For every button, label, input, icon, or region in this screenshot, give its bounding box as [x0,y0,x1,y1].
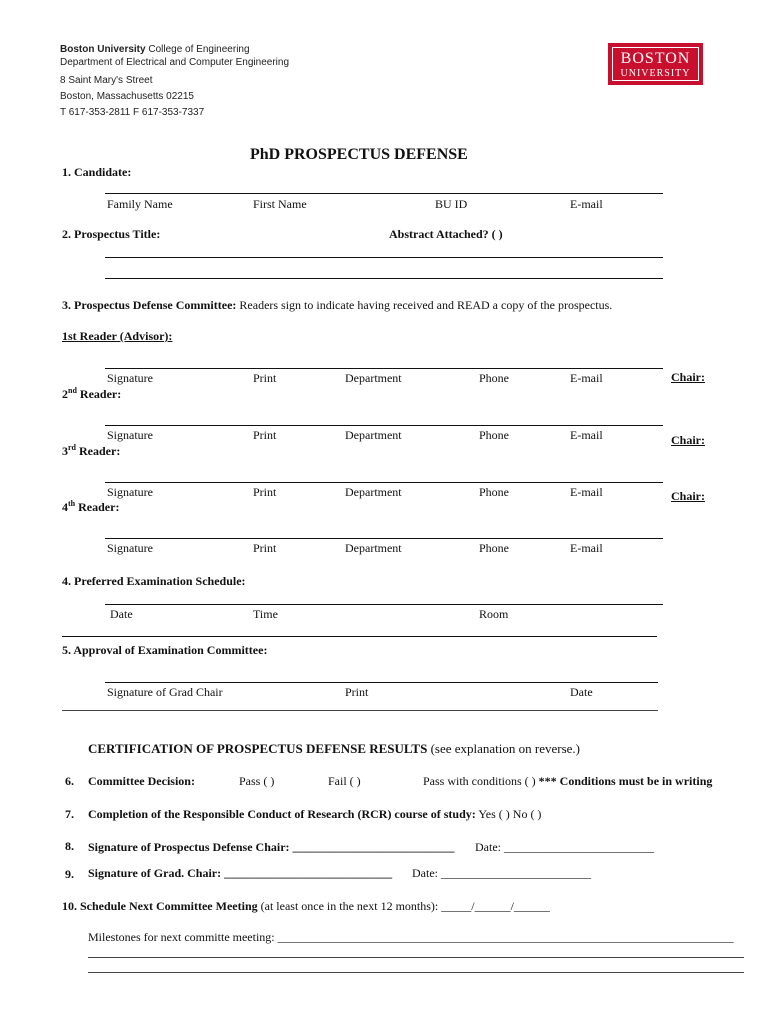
header-address: 8 Saint Mary's Street [60,75,153,86]
reader2-department-label: Department [345,428,402,442]
reader1-phone-label: Phone [479,371,509,385]
schedule-room-label: Room [479,607,509,621]
reader2-signature-label: Signature [107,428,153,442]
prospectus-title-line-2[interactable] [105,278,663,279]
boston-university-logo [608,43,703,85]
first-name-label: First Name [253,197,307,211]
header-line2: Department of Electrical and Computer Engineering [60,57,290,68]
header-city: Boston, Massachusetts 02215 [60,91,194,102]
reader4-signature-label: Signature [107,541,153,555]
reader1-department-label: Department [345,371,402,385]
header-line1: Boston University College of Engineering [60,44,250,55]
pass-option[interactable]: Pass ( ) [239,774,275,788]
reader4-line[interactable] [105,538,663,539]
schedule-date-label: Date [110,607,133,621]
grad-chair-signature-label: Signature of Grad Chair [107,685,223,699]
reader3-print-label: Print [253,485,277,499]
fail-option[interactable]: Fail ( ) [328,774,361,788]
reader3-phone-label: Phone [479,485,509,499]
reader1-chair-option[interactable]: Chair: [671,370,705,384]
first-reader-label: 1st Reader (Advisor): [62,329,173,343]
abstract-attached[interactable]: Abstract Attached? ( ) [389,227,503,241]
candidate-heading: 1. Candidate: [62,165,132,179]
schedule-heading: 4. Preferred Examination Schedule: [62,574,246,588]
reader3-line[interactable] [105,482,663,483]
pass-with-conditions-option[interactable]: Pass with conditions ( ) *** Conditions must be in writing [423,774,713,788]
milestones-line-3[interactable] [88,972,744,973]
defense-chair-signature[interactable]: Signature of Prospectus Defense Chair: ___________________________ [88,840,455,854]
bu-id-label: BU ID [435,197,468,211]
prospectus-title-heading: 2. Prospectus Title: [62,227,161,241]
item7-number: 7. [65,807,74,821]
prospectus-title-line-1[interactable] [105,257,663,258]
family-name-label: Family Name [107,197,173,211]
schedule-time-label: Time [253,607,278,621]
approval-heading: 5. Approval of Examination Committee: [62,643,268,657]
reader4-print-label: Print [253,541,277,555]
fourth-reader-label: 4th Reader: [62,499,120,514]
reader4-phone-label: Phone [479,541,509,555]
reader2-phone-label: Phone [479,428,509,442]
grad-chair-final-signature[interactable]: Signature of Grad. Chair: ____________________________ [88,866,393,880]
header-phone: T 617-353-2811 F 617-353-7337 [60,107,205,118]
dept-header [60,43,289,119]
reader1-signature-label: Signature [107,371,153,385]
logo-text-boston: BOSTON [620,50,691,67]
milestones-line-2[interactable] [88,957,744,958]
schedule-separator [62,636,657,637]
reader3-signature-label: Signature [107,485,153,499]
item6-number: 6. [65,774,74,788]
certification-heading: CERTIFICATION OF PROSPECTUS DEFENSE RESULTS (see explanation on reverse.) [88,741,580,756]
reader3-department-label: Department [345,485,402,499]
milestones-field[interactable]: Milestones for next committe meeting: ____________________________________________________________________________ [88,930,734,944]
second-reader-label: 2nd Reader: [62,386,122,401]
reader1-email-label: E-mail [570,371,603,385]
next-meeting-schedule[interactable]: 10. Schedule Next Committee Meeting (at least once in the next 12 months): _____/______/______ [62,899,550,913]
approval-separator [62,710,658,711]
reader4-department-label: Department [345,541,402,555]
reader3-email-label: E-mail [570,485,603,499]
reader4-email-label: E-mail [570,541,603,555]
grad-chair-date-label: Date [570,685,593,699]
candidate-line[interactable] [105,193,663,194]
reader2-chair-option[interactable]: Chair: [671,433,705,447]
logo-text-university: UNIVERSITY [620,68,691,79]
grad-chair-print-label: Print [345,685,369,699]
reader1-line[interactable] [105,368,663,369]
reader2-email-label: E-mail [570,428,603,442]
third-reader-label: 3rd Reader: [62,443,121,458]
committee-heading: 3. Prospectus Defense Committee: Readers sign to indicate having received and READ a copy of the prospectus. [62,298,613,312]
approval-line[interactable] [105,682,658,683]
schedule-line[interactable] [105,604,663,605]
item8-number: 8. [65,839,74,853]
grad-chair-final-date[interactable]: Date: _________________________ [412,866,591,880]
reader2-line[interactable] [105,425,663,426]
page-title: PhD PROSPECTUS DEFENSE [250,146,468,163]
reader3-chair-option[interactable]: Chair: [671,489,705,503]
defense-chair-date[interactable]: Date: _________________________ [475,840,654,854]
reader1-print-label: Print [253,371,277,385]
reader2-print-label: Print [253,428,277,442]
rcr-completion[interactable]: Completion of the Responsible Conduct of Research (RCR) course of study: Yes ( ) No ( ) [88,807,542,821]
item9-number: 9. [65,867,74,881]
committee-decision-label: Committee Decision: [88,774,195,788]
email-label: E-mail [570,197,603,211]
